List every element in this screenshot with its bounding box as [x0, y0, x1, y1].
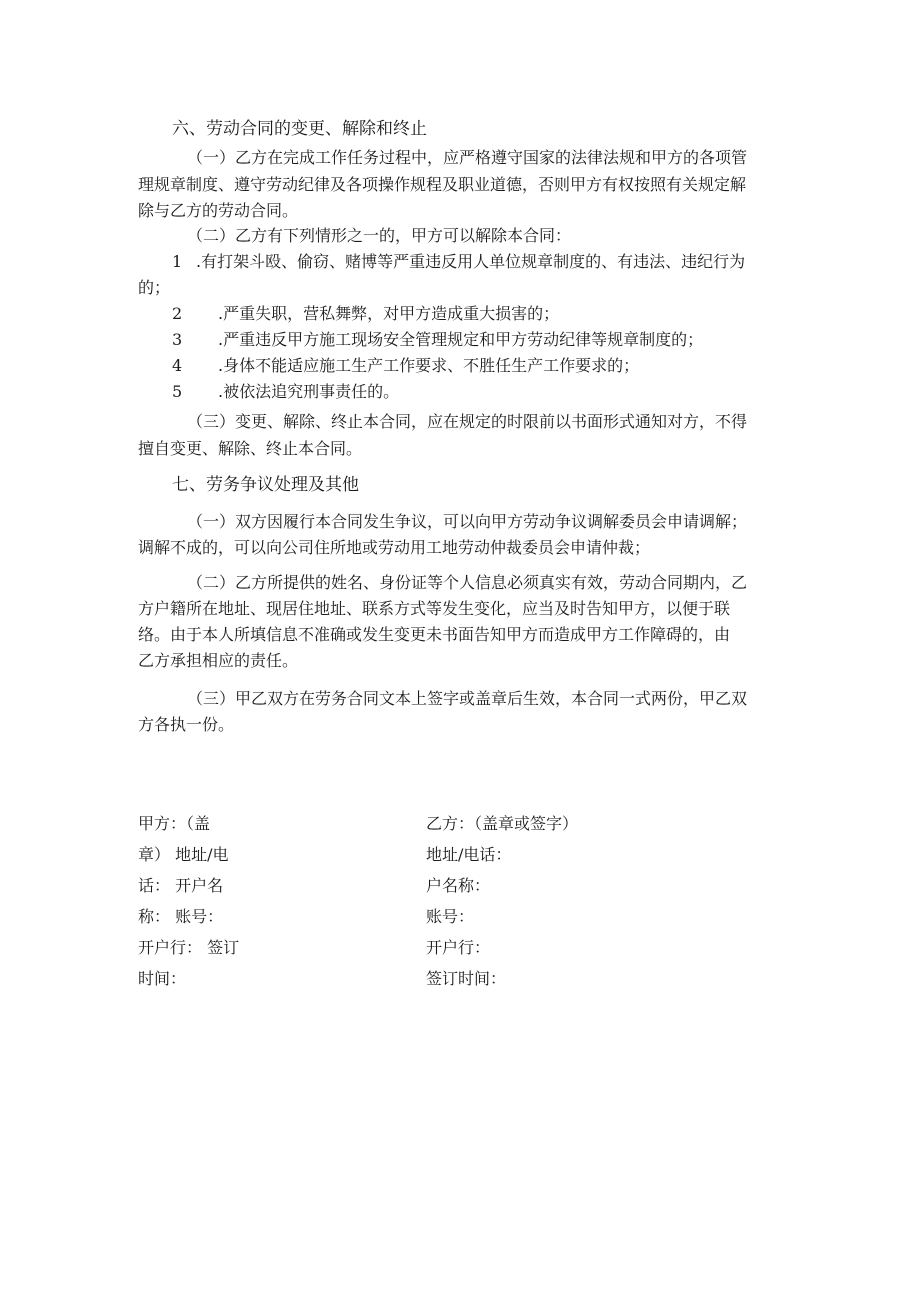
list-item-text: .严重违反甲方施工现场安全管理规定和甲方劳动纪律等规章制度的；: [218, 330, 704, 349]
list-item-text: .被依法追究刑事责任的。: [218, 382, 400, 401]
list-item-number: 5: [172, 382, 183, 401]
list-item-number: 4: [172, 356, 183, 375]
section7-p2-line3: 络。由于本人所填信息不准确或发生变更未书面告知甲方而造成甲方工作障碍的，由: [138, 625, 731, 644]
list-item-text: .身体不能适应施工生产工作要求、不胜任生产工作要求的；: [218, 356, 640, 375]
section7-heading: 七、劳务争议处理及其他: [172, 475, 359, 495]
party-b-line-4: 账号：: [426, 907, 475, 926]
list-item-text: .有打架斗殴、偷窃、赌博等严重违反用人单位规章制度的、有违法、违纪行为: [196, 252, 746, 271]
list-item-4: [172, 355, 639, 377]
section7-p2-line1: （二）乙方所提供的姓名、身份证等个人信息必须真实有效，劳动合同期内，乙: [187, 573, 748, 592]
section6-heading: 六、劳动合同的变更、解除和终止: [172, 119, 427, 139]
section7-p3-line2: 方各执一份。: [138, 715, 235, 734]
party-b-line-3: 户名称：: [426, 876, 491, 895]
party-a-line-1: 甲方：（盖: [138, 814, 211, 833]
section6-p1-line2: 理规章制度、遵守劳动纪律及各项操作规程及职业道德，否则甲方有权按照有关规定解: [138, 175, 747, 194]
list-item-text: .严重失职，营私舞弊，对甲方造成重大损害的；: [218, 304, 560, 323]
section6-p3-line2: 擅自变更、解除、终止本合同。: [138, 439, 363, 458]
list-item-1: [172, 251, 745, 273]
list-item-2: [172, 303, 559, 325]
section7-p2-line4: 乙方承担相应的责任。: [138, 651, 299, 670]
party-a-line-5: 开户行： 签订: [138, 938, 240, 957]
party-b-line-6: 签订时间：: [426, 969, 507, 988]
party-a-line-4: 称： 账号：: [138, 907, 224, 926]
party-a-line-3: 话： 开户名: [138, 876, 224, 895]
section6-p1-line3: 除与乙方的劳动合同。: [138, 201, 299, 220]
party-b-line-1: 乙方：（盖章或签字）: [426, 814, 579, 833]
party-b-line-2: 地址/电话：: [426, 845, 512, 864]
section7-p1-line2: 调解不成的，可以向公司住所地或劳动用工地劳动仲裁委员会申请仲裁；: [138, 538, 651, 557]
list-item-number: 2: [172, 304, 183, 323]
list-item-number: 3: [172, 330, 183, 349]
section7-p1-line1: （一）双方因履行本合同发生争议，可以向甲方劳动争议调解委员会申请调解；: [187, 512, 748, 531]
list-item-3: [172, 329, 703, 351]
list-item-5: [172, 381, 399, 403]
list-item-number: 1: [172, 252, 183, 271]
party-b-line-5: 开户行：: [426, 938, 491, 957]
section6-p1-line1: （一）乙方在完成工作任务过程中，应严格遵守国家的法律法规和甲方的各项管: [187, 148, 748, 167]
section7-p3-line1: （三）甲乙双方在劳务合同文本上签字或盖章后生效，本合同一式两份，甲乙双: [187, 689, 748, 708]
party-a-line-2: 章） 地址/电: [138, 845, 229, 864]
section6-p3-line1: （三）变更、解除、终止本合同，应在规定的时限前以书面形式通知对方，不得: [187, 412, 748, 431]
party-a-line-6: 时间：: [138, 969, 187, 988]
section7-p2-line2: 方户籍所在地址、现居住地址、联系方式等发生变化，应当及时告知甲方，以便于联: [138, 599, 731, 618]
section6-p2-intro: （二）乙方有下列情形之一的，甲方可以解除本合同：: [187, 226, 572, 245]
list-item-1-continuation: 的；: [138, 278, 171, 297]
